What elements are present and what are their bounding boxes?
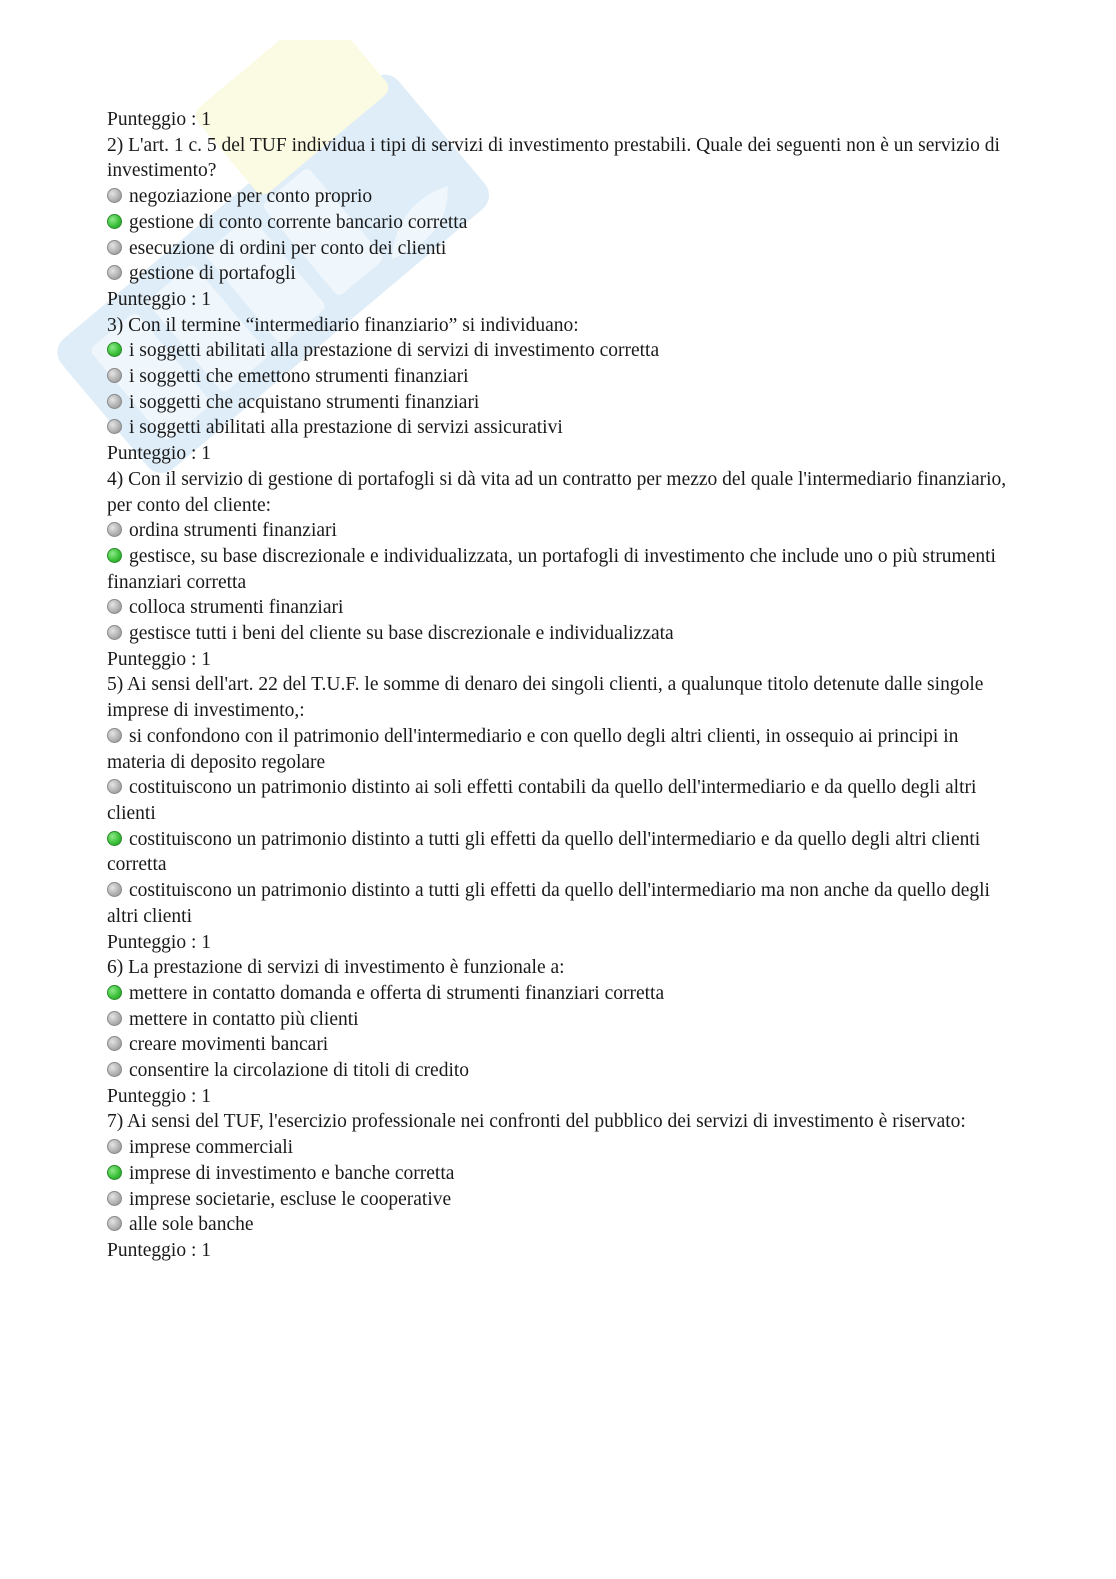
answer-option xyxy=(107,1187,1007,1213)
answer-option xyxy=(107,364,1007,390)
score-line: Punteggio : 1 xyxy=(107,648,212,670)
grey-radio-dot-icon xyxy=(107,728,122,743)
grey-radio-dot-icon xyxy=(107,394,122,409)
answer-option xyxy=(107,827,1007,878)
answer-option-text: alle sole banche xyxy=(129,1214,254,1236)
answer-option-text: costituiscono un patrimonio distinto ai soli effetti contabili da quello dell'intermediario e da quello degli altri clienti xyxy=(107,777,977,824)
answer-option-text: ordina strumenti finanziari xyxy=(129,520,337,542)
answer-option xyxy=(107,338,1007,364)
answer-option xyxy=(107,184,1007,210)
green-radio-dot-icon xyxy=(107,214,122,229)
answer-option xyxy=(107,415,1007,441)
grey-radio-dot-icon xyxy=(107,882,122,897)
answer-option xyxy=(107,724,1007,775)
answer-option-text: creare movimenti bancari xyxy=(129,1034,329,1056)
grey-radio-dot-icon xyxy=(107,522,122,537)
grey-radio-dot-icon xyxy=(107,1062,122,1077)
answer-option xyxy=(107,775,1007,826)
question-text: 5) Ai sensi dell'art. 22 del T.U.F. le somme di denaro dei singoli clienti, a qualunque titolo detenute dalle singole imprese di investimento,: xyxy=(107,674,984,722)
answer-option xyxy=(107,390,1007,416)
answer-option-text: gestione di portafogli xyxy=(129,263,296,285)
answer-option xyxy=(107,878,1007,929)
score-line: Punteggio : 1 xyxy=(107,1239,212,1261)
answer-option-text: mettere in contatto domanda e offerta di strumenti finanziari corretta xyxy=(129,982,665,1004)
grey-radio-dot-icon xyxy=(107,368,122,383)
answer-option-text: mettere in contatto più clienti xyxy=(129,1008,359,1030)
answer-option-text: i soggetti che acquistano strumenti finanziari xyxy=(129,391,480,413)
grey-radio-dot-icon xyxy=(107,419,122,434)
answer-option xyxy=(107,544,1007,595)
green-radio-dot-icon xyxy=(107,342,122,357)
answer-option xyxy=(107,1032,1007,1058)
answer-option xyxy=(107,1161,1007,1187)
answer-option-text: costituiscono un patrimonio distinto a tutti gli effetti da quello dell'intermediario ma non anche da quello degli altri clienti xyxy=(107,880,990,927)
green-radio-dot-icon xyxy=(107,548,122,563)
answer-option xyxy=(107,236,1007,262)
answer-option-text: i soggetti abilitati alla prestazione di servizi di investimento corretta xyxy=(129,340,660,362)
answer-option-text: colloca strumenti finanziari xyxy=(129,597,344,619)
score-line: Punteggio : 1 xyxy=(107,931,212,953)
grey-radio-dot-icon xyxy=(107,188,122,203)
answer-option xyxy=(107,1212,1007,1238)
answer-option xyxy=(107,621,1007,647)
quiz-document xyxy=(107,107,1007,1264)
answer-option-text: esecuzione di ordini per conto dei clienti xyxy=(129,237,447,259)
answer-option-text: negoziazione per conto proprio xyxy=(129,186,373,208)
question-text: 4) Con il servizio di gestione di portafogli si dà vita ad un contratto per mezzo del quale l'intermediario finanziario, per conto del cliente: xyxy=(107,468,1007,516)
answer-option xyxy=(107,1135,1007,1161)
score-line: Punteggio : 1 xyxy=(107,109,212,130)
answer-option xyxy=(107,981,1007,1007)
score-line: Punteggio : 1 xyxy=(107,288,212,310)
answer-option-text: si confondono con il patrimonio dell'intermediario e con quello degli altri clienti, in ossequio ai principi in materia di deposito regolare xyxy=(107,725,959,773)
score-line: Punteggio : 1 xyxy=(107,443,212,465)
grey-radio-dot-icon xyxy=(107,1191,122,1206)
answer-option-text: costituiscono un patrimonio distinto a tutti gli effetti da quello dell'intermediario e da quello degli altri clienti corretta xyxy=(107,828,981,876)
answer-option xyxy=(107,210,1007,236)
grey-radio-dot-icon xyxy=(107,265,122,280)
answer-option xyxy=(107,1058,1007,1084)
answer-option-text: gestione di conto corrente bancario corretta xyxy=(129,211,468,233)
score-line: Punteggio : 1 xyxy=(107,1085,212,1107)
answer-option-text: gestisce, su base discrezionale e individualizzata, un portafogli di investimento che include uno o più strumenti finanziari corretta xyxy=(107,545,996,593)
question-text: 6) La prestazione di servizi di investimento è funzionale a: xyxy=(107,957,565,979)
answer-option-text: i soggetti che emettono strumenti finanziari xyxy=(129,366,469,388)
grey-radio-dot-icon xyxy=(107,1139,122,1154)
grey-radio-dot-icon xyxy=(107,779,122,794)
answer-option-text: imprese commerciali xyxy=(129,1137,294,1159)
answer-option-text: imprese societarie, escluse le cooperative xyxy=(129,1188,452,1210)
answer-option-text: imprese di investimento e banche corretta xyxy=(129,1162,455,1184)
green-radio-dot-icon xyxy=(107,1165,122,1180)
grey-radio-dot-icon xyxy=(107,599,122,614)
answer-option xyxy=(107,518,1007,544)
answer-option-text: gestisce tutti i beni del cliente su base discrezionale e individualizzata xyxy=(129,623,674,645)
question-text: 3) Con il termine “intermediario finanziario” si individuano: xyxy=(107,314,579,336)
answer-option-text: i soggetti abilitati alla prestazione di servizi assicurativi xyxy=(129,417,563,439)
grey-radio-dot-icon xyxy=(107,1011,122,1026)
grey-radio-dot-icon xyxy=(107,625,122,640)
grey-radio-dot-icon xyxy=(107,1216,122,1231)
answer-option xyxy=(107,1007,1007,1033)
question-text: 2) L'art. 1 c. 5 del TUF individua i tipi di servizi di investimento prestabili. Quale dei seguenti non è un servizio di investimento? xyxy=(107,134,1000,182)
answer-option xyxy=(107,261,1007,287)
green-radio-dot-icon xyxy=(107,831,122,846)
grey-radio-dot-icon xyxy=(107,1036,122,1051)
answer-option-text: consentire la circolazione di titoli di credito xyxy=(129,1060,470,1082)
question-text: 7) Ai sensi del TUF, l'esercizio professionale nei confronti del pubblico dei servizi di investimento è riservato: xyxy=(107,1111,966,1133)
green-radio-dot-icon xyxy=(107,985,122,1000)
grey-radio-dot-icon xyxy=(107,240,122,255)
answer-option xyxy=(107,595,1007,621)
